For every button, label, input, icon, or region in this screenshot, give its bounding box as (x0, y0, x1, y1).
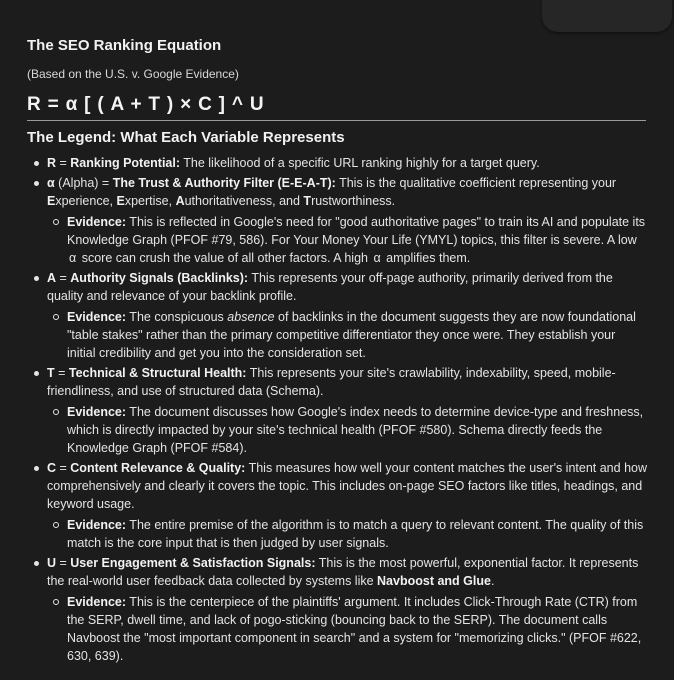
variable-name: Authority Signals (Backlinks): (70, 271, 249, 285)
evidence-text: amplifies them. (382, 251, 471, 265)
equals-text: = (56, 156, 71, 170)
variable-symbol: C (47, 461, 57, 475)
evidence-label: Evidence: (67, 595, 127, 609)
circle-bullet-icon (53, 522, 59, 528)
evidence-text: The conspicuous (126, 310, 228, 324)
variable-name: The Trust & Authority Filter (E-E-A-T): (112, 176, 336, 190)
variable-description: This is the qualitative coefficient representing your (335, 176, 617, 190)
bullet-icon (34, 181, 39, 186)
bullet-icon (34, 371, 39, 376)
evidence-text: This is reflected in Google's need for "good authoritative pages" to train its AI and populate its Knowledge Graph (PFOF #79, 586). For Your Money Your Life (YMYL) topics, this filter is severe. A low (67, 215, 646, 247)
subtitle: (Based on the U.S. v. Google Evidence) (27, 67, 239, 81)
ranking-formula: R = α [ ( A + T ) × C ] ^ U (27, 94, 265, 115)
evidence-label: Evidence: (67, 310, 127, 324)
document (27, 36, 647, 667)
variable-name: Content Relevance & Quality: (70, 461, 246, 475)
evidence-label: Evidence: (67, 215, 127, 229)
variable-item-u (27, 554, 647, 665)
evidence-item (47, 403, 647, 457)
bullet-icon (34, 161, 39, 166)
horizontal-rule (27, 120, 646, 121)
eeat-word-rest: xpertise, (124, 194, 176, 208)
emphasis-text: absence (227, 310, 275, 324)
bullet-icon (34, 466, 39, 471)
variable-name: User Engagement & Satisfaction Signals: (70, 556, 316, 570)
evidence-item (47, 213, 647, 267)
eeat-word-rest: uthoritativeness, and (184, 194, 304, 208)
equals-text: = (56, 461, 71, 475)
eeat-word-rest: xperience, (55, 194, 117, 208)
evidence-item (47, 516, 647, 552)
evidence-list (47, 516, 647, 552)
variable-description: This represents your off-page authority, primarily derived from the quality and relevance of your backlink profile. (47, 271, 613, 303)
bold-term: Navboost and Glue (377, 574, 491, 588)
variable-description: The likelihood of a specific URL ranking highly for a target query. (180, 156, 540, 170)
eeat-letter: A (175, 194, 185, 208)
page-title: The SEO Ranking Equation (27, 37, 222, 54)
variable-description: This is the most powerful, exponential factor. It represents the real-world user feedback data collected by systems like (47, 556, 639, 588)
eeat-word-rest: rustworthiness. (311, 194, 396, 208)
variable-description: This measures how well your content matches the user's intent and how comprehensively and clearly it covers the topic. This includes on-page SEO factors like titles, headings, and keyword usage. (47, 461, 647, 511)
variable-name: Ranking Potential: (70, 156, 181, 170)
evidence-text: The entire premise of the algorithm is to match a query to relevant content. The quality of this match is the core input that is then judged by user signals. (67, 518, 644, 550)
evidence-list (47, 403, 647, 457)
variable-item-alpha (27, 174, 647, 267)
evidence-text: This is the centerpiece of the plaintiffs' argument. It includes Click-Through Rate (CTR) from the SERP, dwell time, and lack of pogo-sticking (bouncing back to the SERP). The document calls Navboost the "most important component in search" and a system for "memorizing clicks." (PFOF #622, 630, 639). (67, 595, 642, 663)
evidence-label: Evidence: (67, 518, 127, 532)
eeat-letter: E (47, 194, 56, 208)
circle-bullet-icon (53, 314, 59, 320)
alpha-symbol: α (373, 251, 381, 265)
variable-item-a (27, 269, 647, 362)
evidence-list (47, 308, 647, 362)
evidence-text: The document discusses how Google's index needs to determine device-type and freshness, which is directly impacted by your site's technical health (PFOF #580). Schema directly feeds the Knowledge Graph (PFOF #584). (67, 405, 644, 455)
variable-description-end: . (490, 574, 495, 588)
circle-bullet-icon (53, 219, 59, 225)
eeat-letter: E (116, 194, 125, 208)
variable-item-t (27, 364, 647, 457)
variable-name: Technical & Structural Health: (68, 366, 247, 380)
variable-symbol: U (47, 556, 57, 570)
evidence-text: score can crush the value of all other factors. A high (78, 251, 372, 265)
variable-list (27, 154, 647, 665)
bullet-icon (34, 276, 39, 281)
evidence-label: Evidence: (67, 405, 127, 419)
variable-symbol: α (47, 176, 55, 190)
equals-text: = (56, 556, 71, 570)
circle-bullet-icon (53, 599, 59, 605)
bullet-icon (34, 561, 39, 566)
evidence-list (47, 593, 647, 665)
eeat-letter: T (303, 194, 312, 208)
evidence-item (47, 593, 647, 665)
evidence-list (47, 213, 647, 267)
evidence-item (47, 308, 647, 362)
variable-symbol-note: (Alpha) = (54, 176, 113, 190)
alpha-symbol: α (69, 251, 77, 265)
variable-item-r (27, 154, 647, 172)
equals-text: = (54, 366, 69, 380)
variable-symbol: T (47, 366, 55, 380)
variable-symbol: R (47, 156, 57, 170)
variable-description: This represents your site's crawlability, indexability, speed, mobile-friendliness, and use of structured data (Schema). (47, 366, 616, 398)
variable-item-c (27, 459, 647, 552)
equals-text: = (56, 271, 71, 285)
legend-heading: The Legend: What Each Variable Represents (27, 129, 345, 146)
top-toolbar-pill (542, 0, 672, 32)
circle-bullet-icon (53, 409, 59, 415)
evidence-text: of backlinks in the document suggests they are now foundational "table stakes" rather than the primary competitive differentiator they once were. They establish your initial credibility and get you into the consideration set. (67, 310, 636, 360)
variable-symbol: A (47, 271, 57, 285)
